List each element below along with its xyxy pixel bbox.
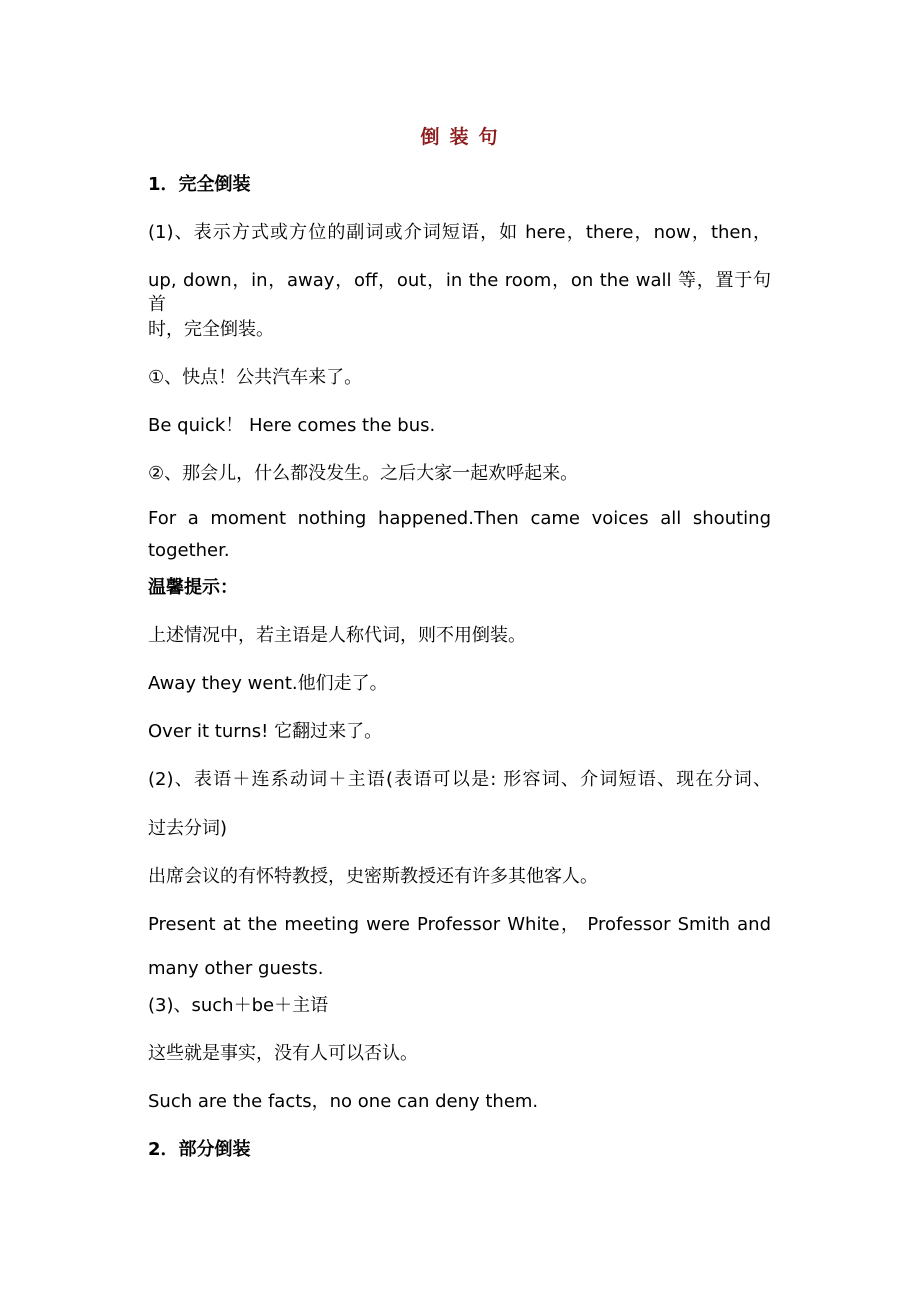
rule2-line1: (2)、表语＋连系动词＋主语(表语可以是: 形容词、介词短语、现在分词、: [148, 769, 771, 790]
rule2-line2: 过去分词): [148, 818, 228, 839]
example2-chinese: ②、那会儿，什么都没发生。之后大家一起欢呼起来。: [148, 463, 579, 484]
tip-text: 上述情况中，若主语是人称代词，则不用倒装。: [148, 625, 526, 646]
rule3-example-chinese: 这些就是事实，没有人可以否认。: [148, 1043, 418, 1064]
rule1-line3: 时，完全倒装。: [148, 319, 274, 340]
example2-english-line1: For a moment nothing happened.Then came voices all shouting: [148, 508, 771, 529]
document-title: 倒装句: [420, 126, 508, 148]
example2-english-line2: together.: [148, 540, 230, 561]
rule3: (3)、such＋be＋主语: [148, 995, 329, 1016]
tip-example1: Away they went.他们走了。: [148, 673, 388, 694]
tip-example2: Over it turns! 它翻过来了。: [148, 721, 383, 742]
rule1-line2: up, down，in，away，off，out，in the room，on the wall 等，置于句首: [148, 270, 771, 315]
rule2-example-english-line1: Present at the meeting were Professor White， Professor Smith and: [148, 914, 771, 935]
rule1-line1: (1)、表示方式或方位的副词或介词短语，如 here，there，now，then，: [148, 222, 771, 243]
section-heading-full-inversion: 1．完全倒装: [148, 174, 251, 195]
rule2-example-chinese: 出席会议的有怀特教授，史密斯教授还有许多其他客人。: [148, 866, 598, 887]
tip-heading: 温馨提示：: [148, 577, 238, 598]
rule2-example-english-line2: many other guests.: [148, 958, 324, 979]
rule3-example-english: Such are the facts，no one can deny them.: [148, 1091, 539, 1112]
section-heading-partial-inversion: 2．部分倒装: [148, 1139, 251, 1160]
example1-chinese: ①、快点！公共汽车来了。: [148, 367, 363, 388]
example1-english: Be quick！ Here comes the bus.: [148, 415, 436, 436]
